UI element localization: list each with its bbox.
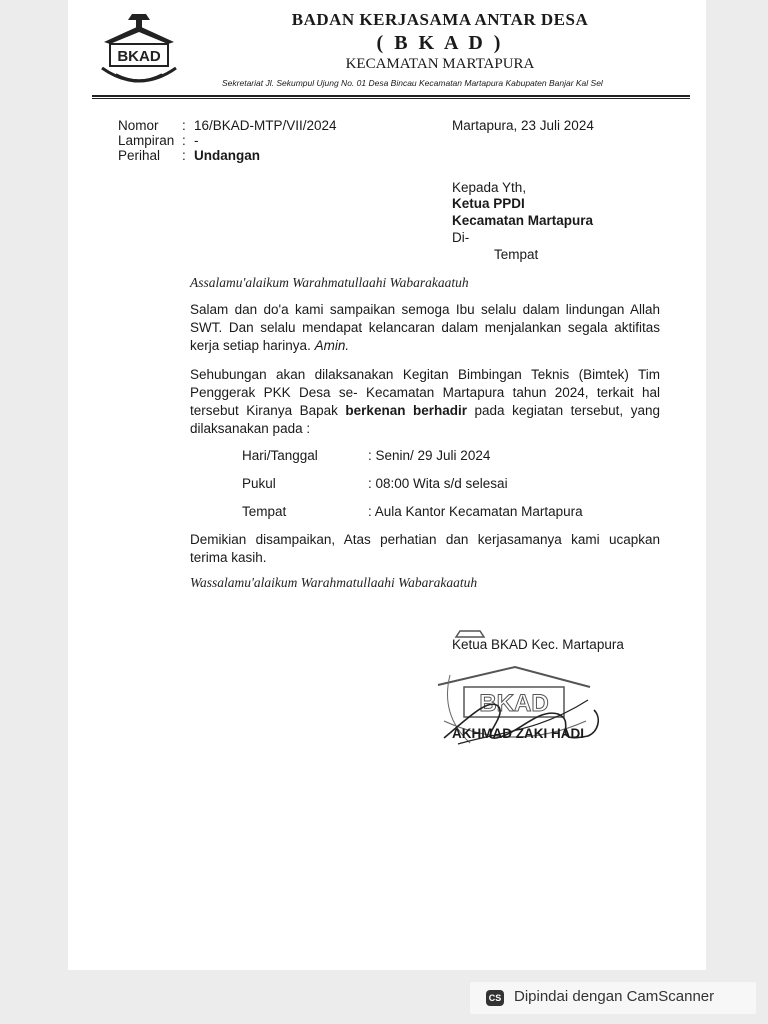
nomor-value: 16/BKAD-MTP/VII/2024 (194, 118, 337, 133)
stamp-text: BKAD (479, 690, 549, 717)
camscanner-icon: CS (486, 990, 504, 1006)
recipient-place: Tempat (494, 247, 539, 262)
signatory-title: Ketua BKAD Kec. Martapura (452, 637, 624, 652)
closing-greeting: Wassalamu'alaikum Warahmatullaahi Wabarakaatuh (190, 575, 478, 590)
secretariat-address: Sekretariat Jl. Sekumpul Ujung No. 01 Desa Bincau Kecamatan Martapura Kabupaten Banjar Kal Sel (222, 78, 603, 88)
paragraph-invitation-bold: berkenan berhadir (345, 403, 467, 418)
letterhead-rule-thin (92, 98, 690, 99)
schedule-value-time: : 08:00 Wita s/d selesai (368, 476, 508, 491)
paragraph-invitation (190, 366, 660, 438)
letterhead-rule (92, 95, 690, 97)
org-acronym: ( B K A D ) (376, 32, 504, 54)
paragraph-intro-text: Salam dan do'a kami sampaikan semoga Ibu selalu dalam lindungan Allah SWT. Dan selalu mendapat kelancaran dalam menjalankan segala aktifitas kerja setiap harinya. (190, 302, 660, 353)
bkad-logo (96, 8, 182, 92)
recipient-di: Di- (452, 230, 470, 245)
lampiran-value: - (194, 133, 199, 148)
district-name: KECAMATAN MARTAPURA (345, 56, 535, 72)
schedule-value-place: : Aula Kantor Kecamatan Martapura (368, 504, 583, 519)
recipient-salutation: Kepada Yth, (452, 180, 527, 195)
paragraph-invitation-text-1: Sehubungan akan dilaksanakan Kegitan Bimbingan Teknis (Bimtek) Tim Penggerak PKK Desa se- Kecamatan Martapura tahun 2024, terkait hal tersebut Kiranya Bapak (190, 367, 660, 418)
paragraph-intro (190, 301, 660, 355)
perihal-label: Perihal (118, 148, 161, 163)
scanner-watermark (470, 982, 756, 1014)
lampiran-sep: : (182, 133, 186, 148)
signatory-name: AKHMAD ZAKI HADI (452, 726, 584, 741)
nomor-sep: : (182, 118, 186, 133)
perihal-sep: : (182, 148, 186, 163)
opening-greeting: Assalamu'alaikum Warahmatullaahi Wabarakaatuh (190, 275, 469, 290)
closing-paragraph: Demikian disampaikan, Atas perhatian dan kerjasamanya kami ucapkan terima kasih. (190, 532, 660, 565)
handwritten-signature (438, 688, 608, 758)
schedule-label-time: Pukul (242, 476, 276, 491)
org-name: BADAN KERJASAMA ANTAR DESA (291, 10, 589, 29)
recipient-title: Ketua PPDI (452, 196, 525, 211)
paragraph-invitation-text-2: pada kegiatan tersebut, yang dilaksanakan pada : (190, 403, 660, 436)
place-date: Martapura, 23 Juli 2024 (452, 118, 594, 133)
logo-text: BKAD (117, 48, 161, 65)
scanner-label: Dipindai dengan CamScanner (514, 988, 715, 1005)
recipient-office: Kecamatan Martapura (452, 213, 594, 228)
perihal-value: Undangan (194, 148, 260, 163)
schedule-value-date: : Senin/ 29 Juli 2024 (368, 448, 491, 463)
schedule-label-place: Tempat (242, 504, 287, 519)
schedule-label-date: Hari/Tanggal (242, 448, 318, 463)
lampiran-label: Lampiran (118, 133, 175, 148)
paragraph-intro-emph: Amin. (314, 338, 350, 353)
nomor-label: Nomor (118, 118, 159, 133)
